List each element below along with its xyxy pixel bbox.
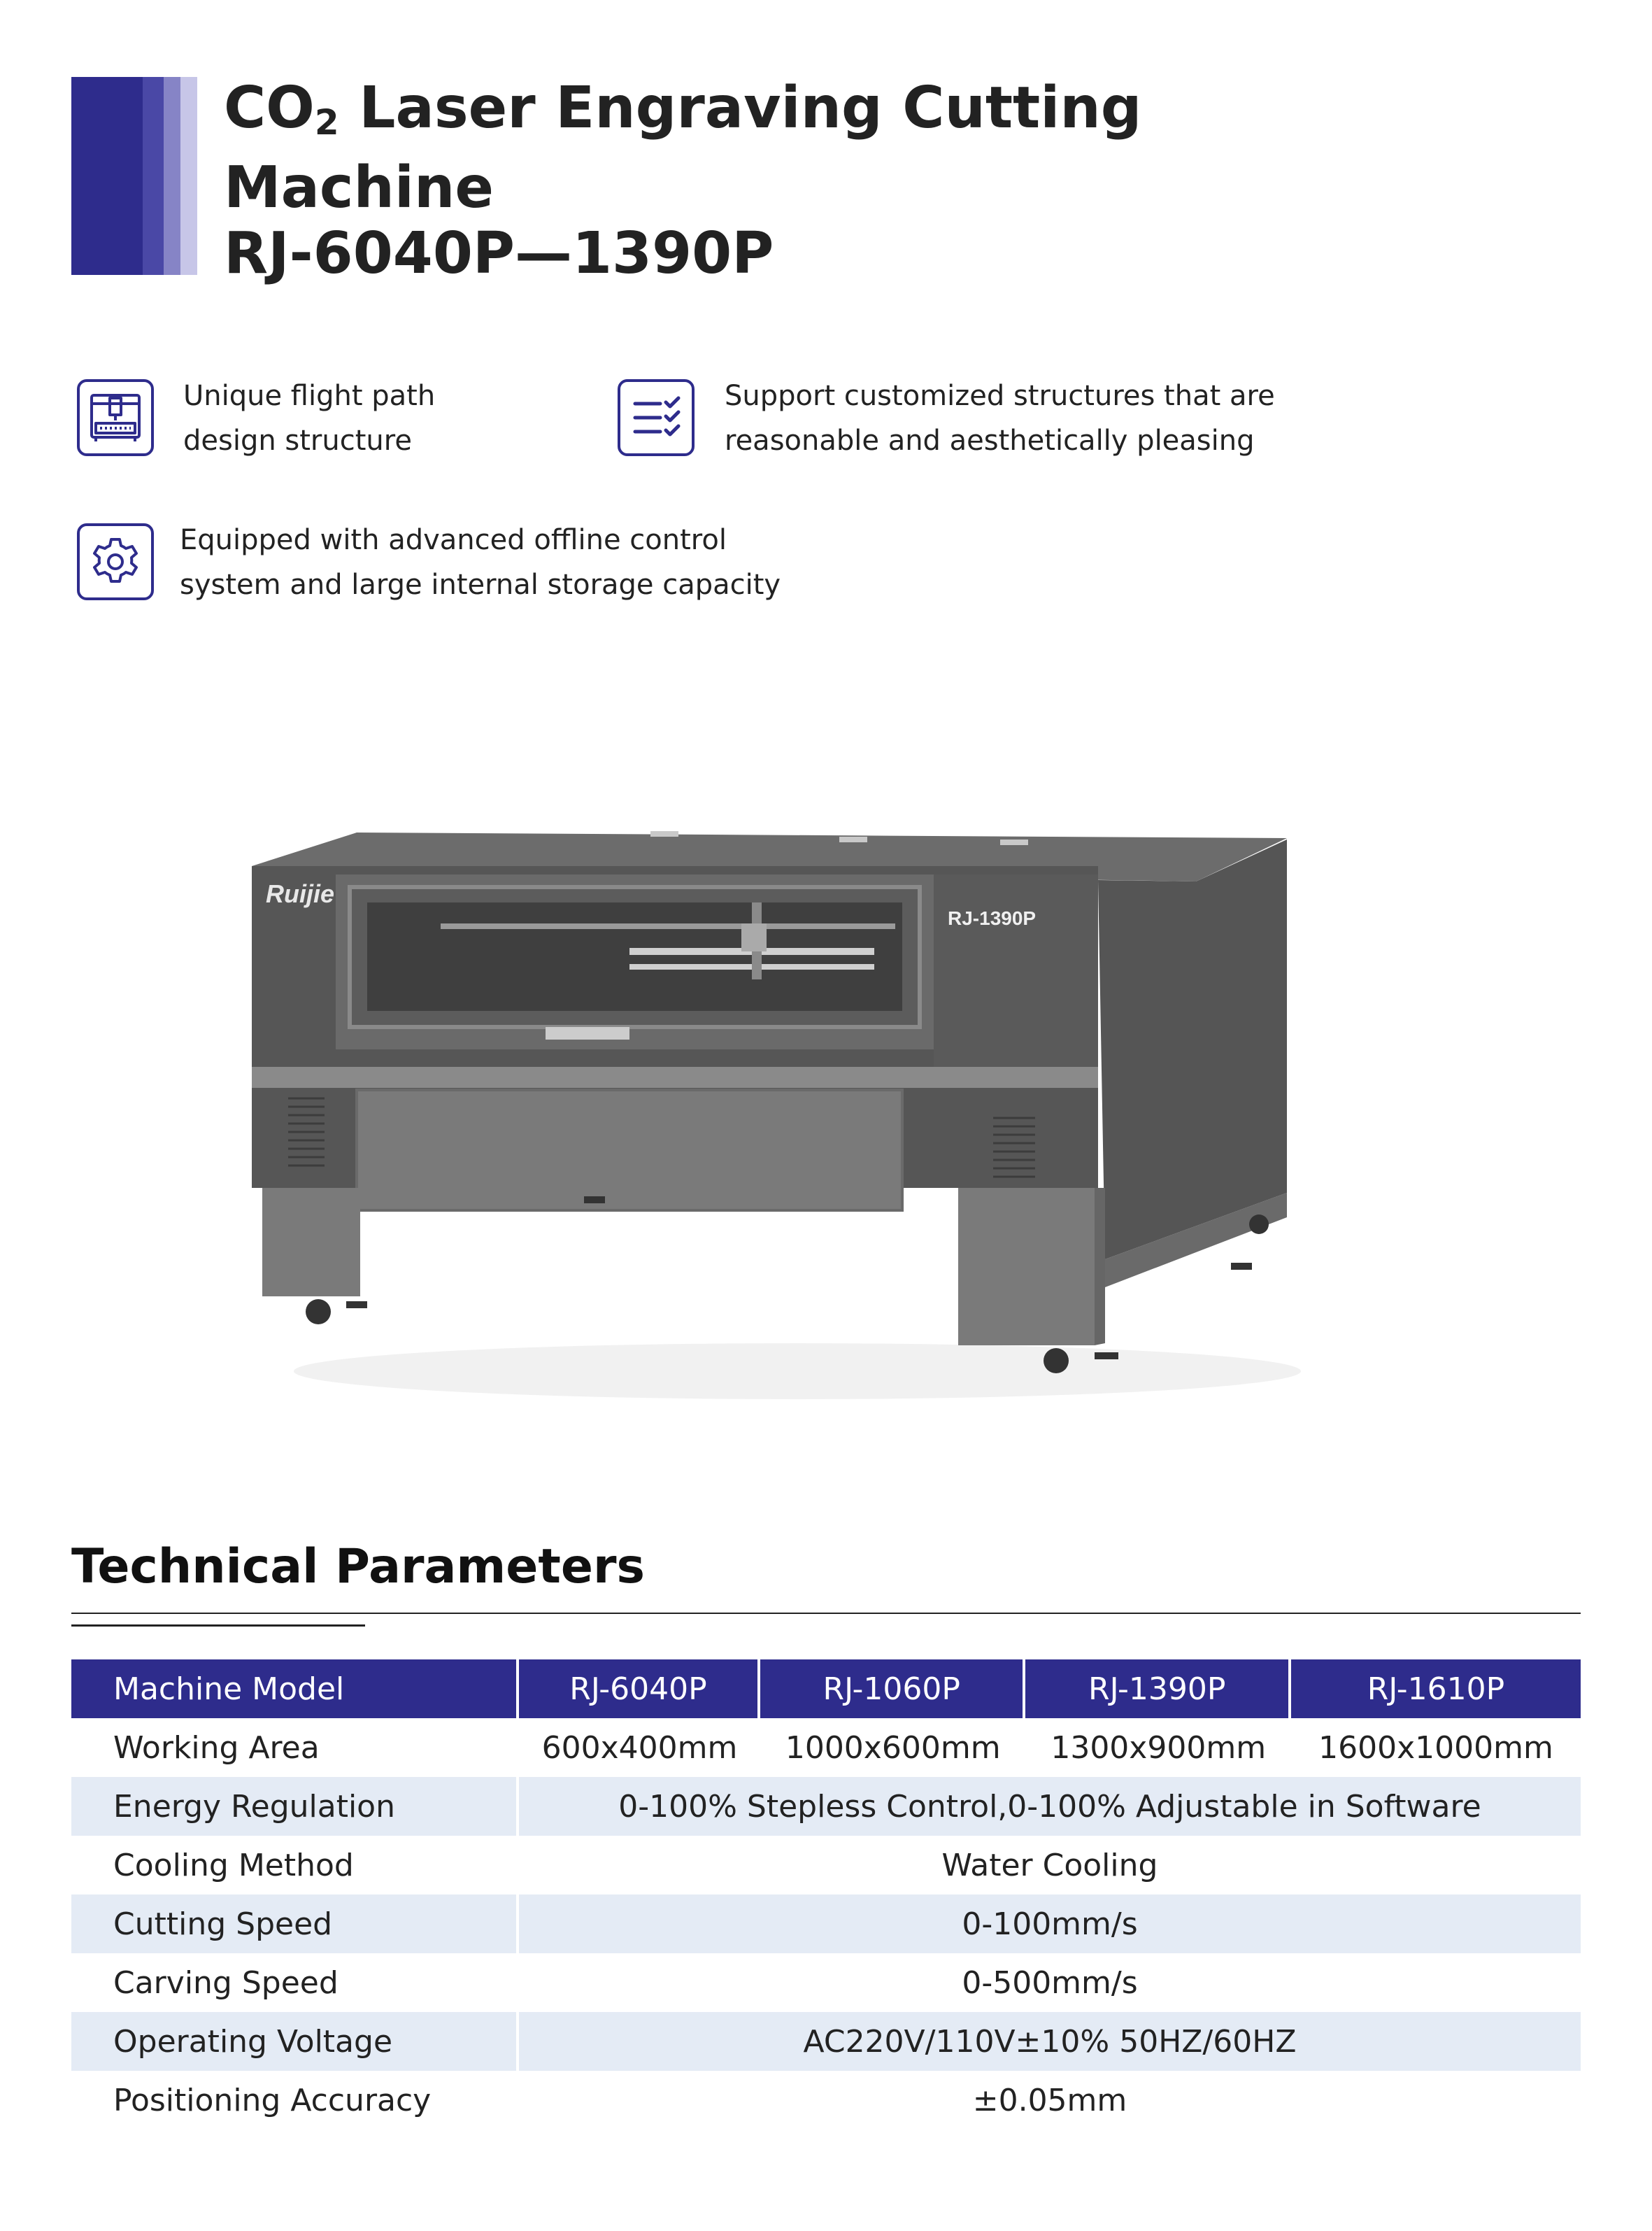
section-divider-accent bbox=[71, 1624, 365, 1627]
cell-value: 0-500mm/s bbox=[962, 1964, 1138, 2001]
row-label: Working Area bbox=[71, 1718, 519, 1777]
row-label: Carving Speed bbox=[71, 1953, 519, 2012]
feature-text bbox=[183, 374, 435, 463]
table-row bbox=[71, 2012, 1581, 2071]
title-line2: Machine bbox=[224, 155, 494, 221]
feature-line: Unique flight path bbox=[183, 380, 436, 412]
table-row bbox=[71, 1777, 1581, 1836]
row-label: Cooling Method bbox=[71, 1836, 519, 1894]
table-row bbox=[71, 2071, 1581, 2130]
table-row bbox=[71, 1718, 1581, 1777]
gear-icon bbox=[77, 523, 154, 600]
row-label: Energy Regulation bbox=[71, 1777, 519, 1836]
model-header: RJ-1610P bbox=[1291, 1659, 1581, 1718]
laser-machine-image bbox=[238, 805, 1357, 1434]
table-row bbox=[71, 1953, 1581, 2012]
header-accent-bar bbox=[164, 77, 180, 275]
row-label: Operating Voltage bbox=[71, 2012, 519, 2071]
feature-line: Equipped with advanced offline control bbox=[180, 524, 727, 556]
machine-frame-icon bbox=[77, 379, 154, 456]
header-accent-bar bbox=[71, 77, 143, 275]
section-title: Technical Parameters bbox=[71, 1539, 646, 1594]
table-row bbox=[71, 1894, 1581, 1953]
title-model-range: RJ-6040P—1390P bbox=[224, 220, 774, 287]
row-label: Positioning Accuracy bbox=[71, 2071, 519, 2130]
header-accent-bar bbox=[143, 77, 164, 275]
machine-brand-label: Ruijie bbox=[266, 879, 335, 908]
cell-value: AC220V/110V±10% 50HZ/60HZ bbox=[519, 2012, 1581, 2071]
cell-value: ±0.05mm bbox=[972, 2082, 1127, 2118]
model-header: RJ-1390P bbox=[1025, 1659, 1291, 1718]
header-accent-bar bbox=[180, 77, 197, 275]
model-header: RJ-1060P bbox=[760, 1659, 1026, 1718]
title-subscript: 2 bbox=[314, 102, 339, 143]
title-rest: Laser Engraving Cutting bbox=[339, 75, 1142, 141]
page-title bbox=[224, 76, 1413, 287]
section-divider bbox=[71, 1613, 1581, 1614]
cell-value: 0-100mm/s bbox=[519, 1894, 1581, 1953]
header-label: Machine Model bbox=[71, 1659, 519, 1718]
cell-value: Water Cooling bbox=[941, 1847, 1158, 1883]
machine-model-label: RJ-1390P bbox=[948, 907, 1037, 929]
cell-value: 600x400mm bbox=[541, 1729, 738, 1766]
row-label: Cutting Speed bbox=[71, 1894, 519, 1953]
feature-line: design structure bbox=[183, 425, 412, 457]
parameters-table bbox=[71, 1659, 1581, 2130]
feature-line: reasonable and aesthetically pleasing bbox=[725, 425, 1255, 457]
feature-line: Support customized structures that are bbox=[725, 380, 1275, 412]
title-co: CO bbox=[224, 75, 315, 141]
cell-value: 1600x1000mm bbox=[1318, 1729, 1553, 1766]
table-header-row bbox=[71, 1659, 1581, 1718]
feature-text bbox=[725, 374, 1275, 463]
feature-line: system and large internal storage capacity bbox=[180, 569, 781, 601]
cell-value: 1000x600mm bbox=[785, 1729, 1001, 1766]
feature-text bbox=[180, 518, 781, 607]
cell-value: 0-100% Stepless Control,0-100% Adjustable in Software bbox=[519, 1777, 1581, 1836]
model-header: RJ-6040P bbox=[519, 1659, 760, 1718]
checklist-icon bbox=[618, 379, 695, 456]
cell-value: 1300x900mm bbox=[1051, 1729, 1267, 1766]
table-row bbox=[71, 1836, 1581, 1894]
